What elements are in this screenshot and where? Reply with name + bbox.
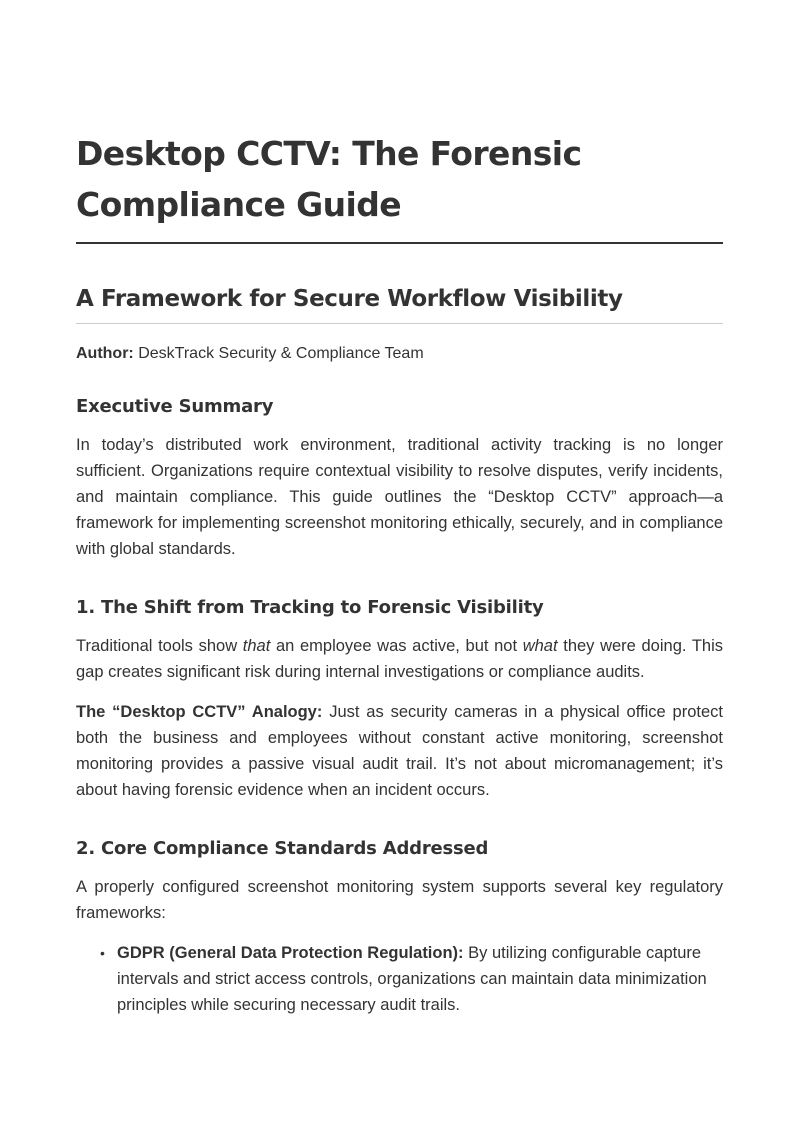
compliance-standards-list [76,940,723,1018]
section-1-paragraph-1 [76,633,723,685]
executive-summary-body: In today’s distributed work environment, traditional activity tracking is no longer sufficient. Organizations require contextual visibility to resolve disputes, verify incidents, and maintain compliance. This guide outlines the “Desktop CCTV” approach—a framework for implementing screenshot monitoring ethically, securely, and in compliance with global standards. [76,436,723,558]
section-2-heading: 2. Core Compliance Standards Addressed [76,838,489,859]
document-subtitle: A Framework for Secure Workflow Visibility [76,284,723,324]
analogy-label: The “Desktop CCTV” Analogy: [76,703,323,721]
section-1-p1-text-b: an employee was active, but not [270,637,523,655]
author-line [76,343,723,365]
author-value: DeskTrack Security & Compliance Team [138,345,424,362]
list-item-text: By utilizing configurable capture intervals and strict access controls, organizations can maintain data minimization principles while securing necessary audit trails. [117,944,707,1014]
analogy-body: Just as security cameras in a physical office protect both the business and employees without constant active monitoring, screenshot monitoring provides a passive visual audit trail. It’s not about micromanagement; it’s about having forensic evidence when an incident occurs. [76,703,723,799]
section-1-p1-emphasis-that: that [242,637,271,655]
list-item [100,940,723,1018]
section-1-p1-text-c: they were doing. This gap creates significant risk during internal investigations or compliance audits. [76,637,723,681]
author-label: Author: [76,345,134,362]
document-title: Desktop CCTV: The Forensic Compliance Guide [76,128,723,244]
section-1-p1-text-a: Traditional tools show [76,637,243,655]
section-1-heading: 1. The Shift from Tracking to Forensic Visibility [76,597,544,618]
bullet-icon: • [100,945,105,961]
section-2-intro: A properly configured screenshot monitoring system supports several key regulatory frameworks: [76,878,723,922]
executive-summary-heading: Executive Summary [76,396,274,417]
list-item-label: GDPR (General Data Protection Regulation): [117,944,464,962]
section-1-paragraph-2 [76,699,723,803]
section-1-p1-emphasis-what: what [522,637,558,655]
